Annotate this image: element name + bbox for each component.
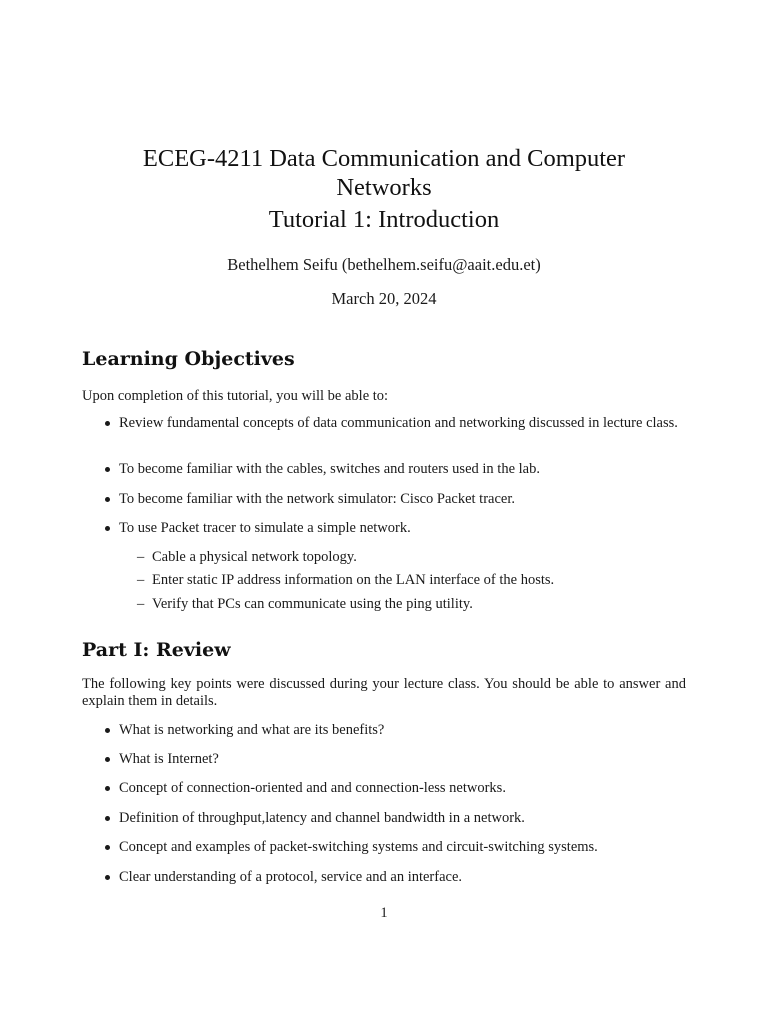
dash-marker: –	[137, 572, 145, 588]
page-number: 1	[380, 905, 388, 921]
title-line-3: Tutorial 1: Introduction	[268, 206, 500, 233]
list-item	[119, 520, 686, 537]
list-item	[119, 780, 686, 797]
learning-objectives-intro: Upon completion of this tutorial, you will be able to:	[82, 388, 389, 404]
date: March 20, 2024	[331, 289, 437, 308]
list-item-text: Definition of throughput,latency and channel bandwidth in a network.	[119, 810, 525, 826]
list-item-text: What is Internet?	[119, 751, 219, 767]
list-item-text: Review fundamental concepts of data communication and networking discussed in lecture class.	[119, 415, 678, 431]
list-item	[119, 461, 686, 478]
title-line-2: Networks	[336, 174, 432, 201]
bullet-icon	[105, 497, 110, 502]
author: Bethelhem Seifu (bethelhem.seifu@aait.edu.et)	[227, 255, 541, 274]
part1-intro: The following key points were discussed during your lecture class. You should be able to answer and explain them in details.	[82, 676, 686, 709]
sub-list-item	[137, 572, 686, 589]
section-heading-part1: Part I: Review	[82, 639, 231, 661]
list-item	[119, 839, 686, 856]
bullet-icon	[105, 467, 110, 472]
sub-list-item-text: Cable a physical network topology.	[152, 549, 357, 565]
section-heading-learning-objectives: Learning Objectives	[82, 348, 295, 370]
list-item	[119, 869, 686, 886]
bullet-icon	[105, 421, 110, 426]
sub-list-item-text: Verify that PCs can communicate using the ping utility.	[152, 596, 473, 612]
dash-marker: –	[137, 549, 145, 565]
list-item-text: What is networking and what are its benefits?	[119, 722, 385, 738]
bullet-icon	[105, 757, 110, 762]
bullet-icon	[105, 875, 110, 880]
bullet-icon	[105, 786, 110, 791]
bullet-icon	[105, 816, 110, 821]
bullet-icon	[105, 845, 110, 850]
sub-list-item	[137, 549, 686, 566]
list-item-text: To use Packet tracer to simulate a simple network.	[119, 520, 411, 536]
document-title	[0, 144, 768, 234]
sub-list-item-text: Enter static IP address information on the LAN interface of the hosts.	[152, 572, 555, 588]
bullet-icon	[105, 728, 110, 733]
list-item-text: Concept and examples of packet-switching systems and circuit-switching systems.	[119, 839, 598, 855]
bullet-icon	[105, 526, 110, 531]
list-item	[119, 810, 686, 827]
list-item-text: To become familiar with the network simulator: Cisco Packet tracer.	[119, 491, 516, 507]
list-item	[119, 415, 686, 432]
sub-list-item	[137, 596, 686, 613]
list-item	[119, 491, 686, 508]
list-item	[119, 722, 686, 739]
list-item-text: Concept of connection-oriented and and connection-less networks.	[119, 780, 506, 796]
list-item-text: Clear understanding of a protocol, service and an interface.	[119, 869, 463, 885]
title-line-1: ECEG-4211 Data Communication and Computer	[142, 145, 626, 172]
list-item	[119, 751, 686, 768]
dash-marker: –	[137, 596, 145, 612]
list-item-text: To become familiar with the cables, switches and routers used in the lab.	[119, 461, 540, 477]
